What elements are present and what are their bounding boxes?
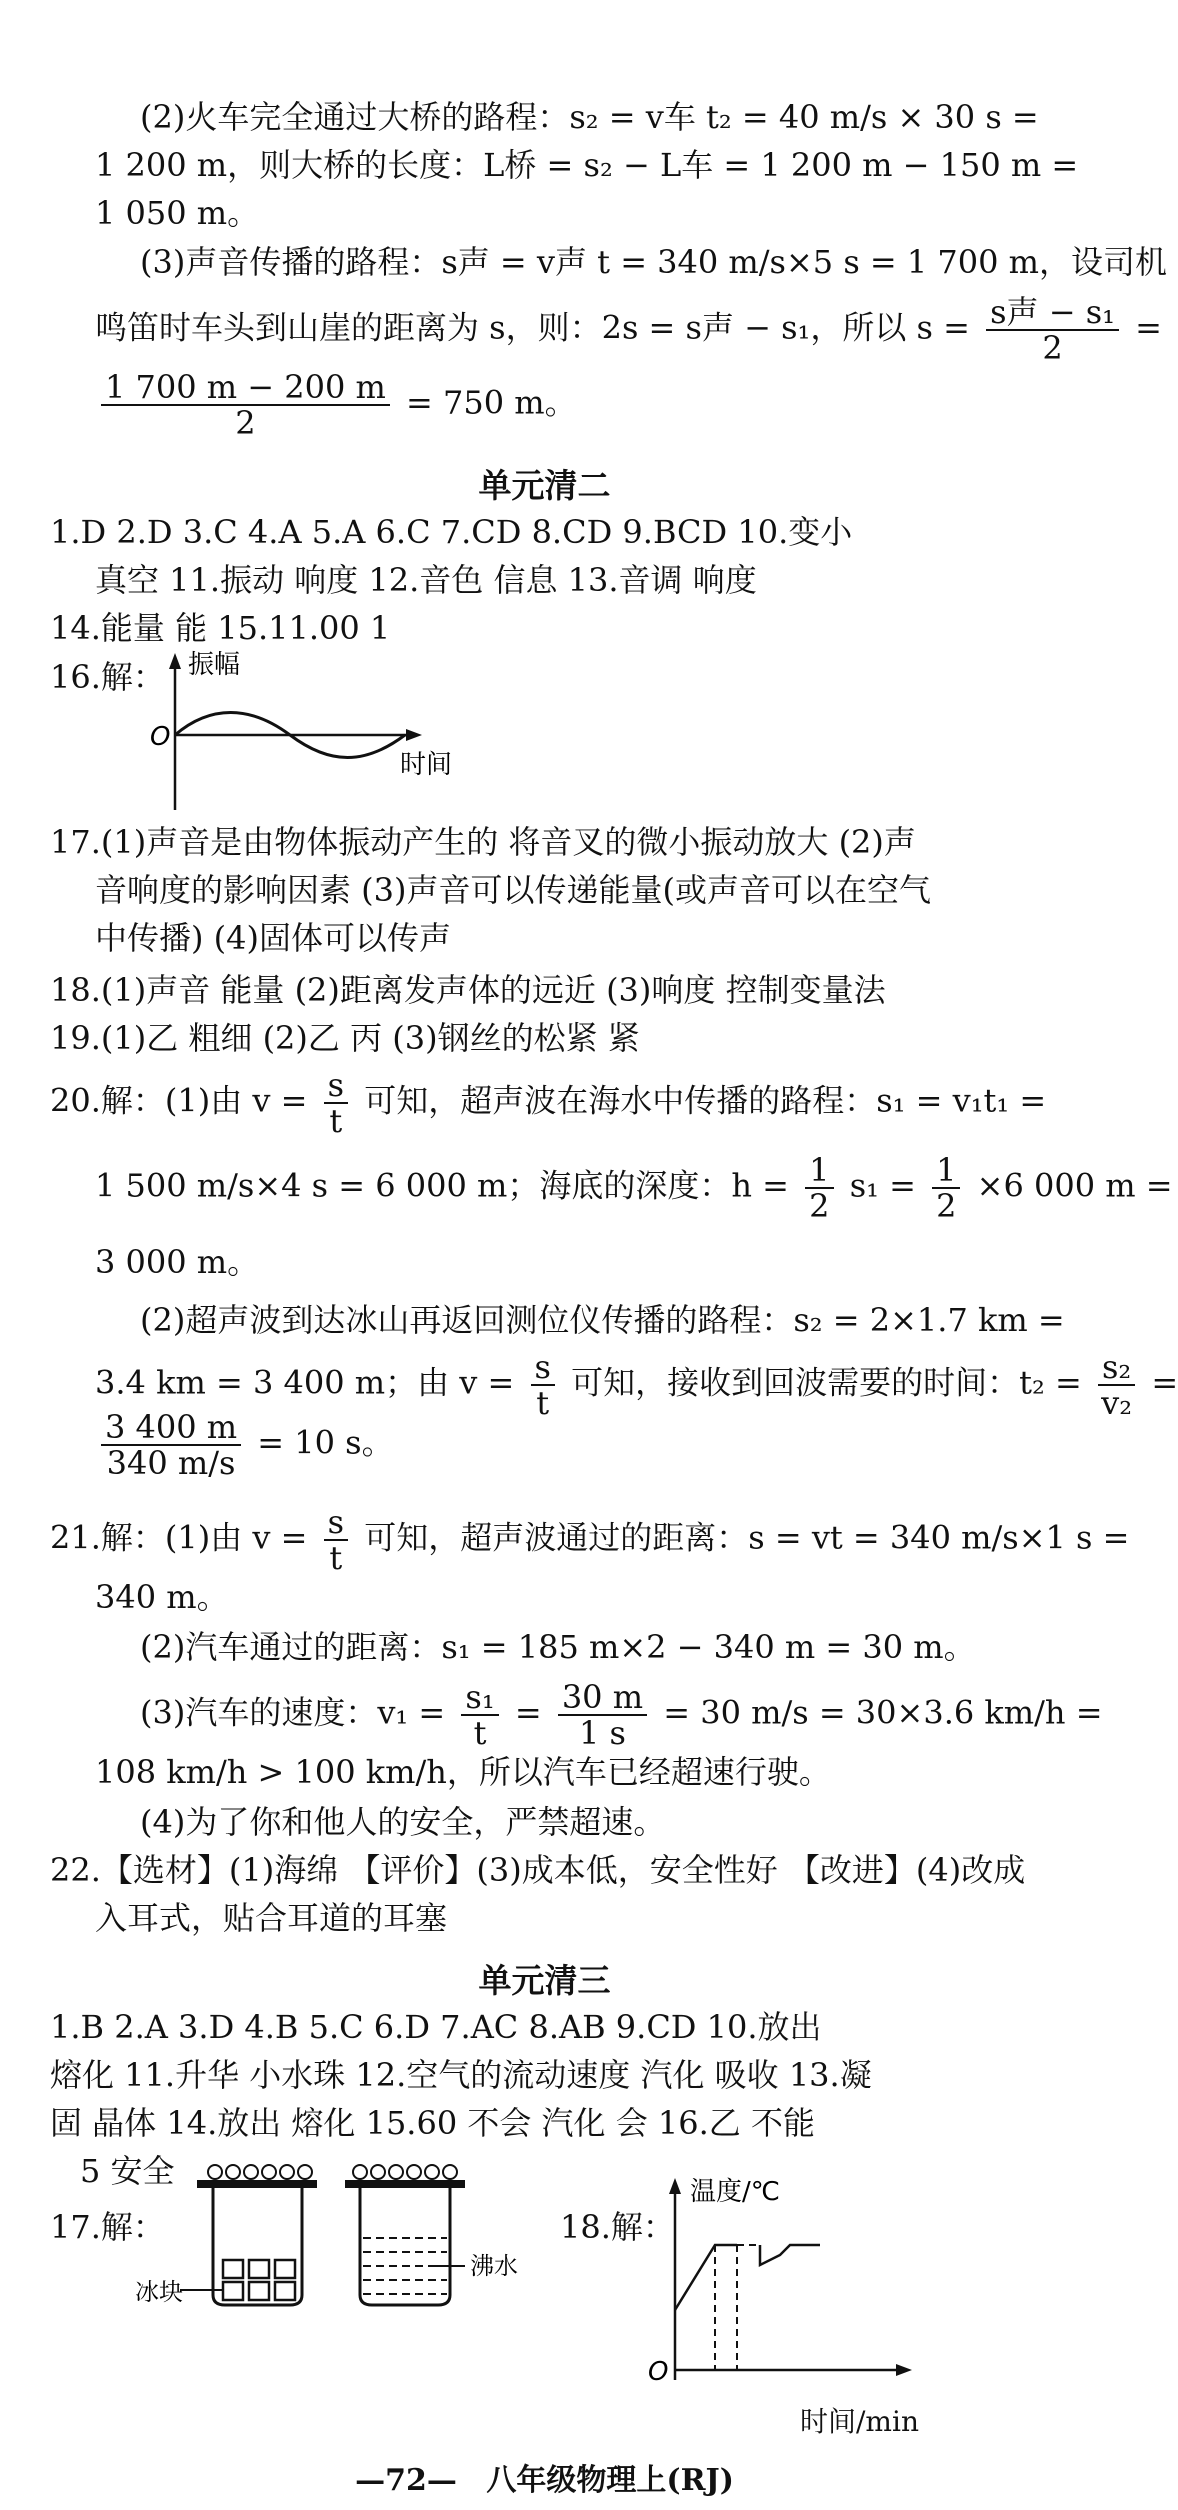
lid xyxy=(197,2180,317,2188)
origin-label: O xyxy=(648,2357,669,2387)
answer-row: 熔化 11.升华 小水珠 12.空气的流动速度 汽化 吸收 13.凝 xyxy=(50,2056,872,2094)
numerator: 1 xyxy=(932,1153,960,1189)
text: 可知，超声波通过的距离：s = vt = 340 m/s×1 s = xyxy=(364,1518,1130,1557)
book-title: 八年级物理上(RJ) xyxy=(486,2463,734,2498)
water-label: 沸水 xyxy=(470,2252,518,2280)
text-line: (2)汽车通过的距离：s₁ = 185 m×2 − 340 m = 30 m。 xyxy=(140,1628,976,1666)
y-axis-label: 温度/℃ xyxy=(690,2177,780,2207)
fraction xyxy=(461,1680,498,1750)
answer-row: 真空 11.振动 响度 12.音色 信息 13.音调 响度 xyxy=(95,561,757,599)
denominator: t xyxy=(329,1102,343,1140)
text: = xyxy=(514,1693,542,1732)
text-line: 22.【选材】(1)海绵 【评价】(3)成本低，安全性好 【改进】(4)改成 xyxy=(50,1851,1026,1889)
formula-line xyxy=(50,1066,1047,1140)
page-footer xyxy=(0,2455,1089,2499)
question-label: 17.解： xyxy=(50,2208,165,2246)
y-arrow xyxy=(669,2178,681,2194)
fraction xyxy=(324,1505,348,1575)
text: = 10 s。 xyxy=(257,1423,394,1462)
text-line: 18.(1)声音 能量 (2)距离发声体的远近 (3)响度 控制变量法 xyxy=(50,971,886,1009)
text-line: 音响度的影响因素 (3)声音可以传递能量(或声音可以在空气 xyxy=(95,871,931,909)
text-line: 108 km/h > 100 km/h，所以汽车已经超速行驶。 xyxy=(95,1753,831,1791)
fraction xyxy=(324,1068,348,1138)
text: = xyxy=(1151,1363,1178,1402)
numerator: 1 xyxy=(805,1153,833,1189)
fraction xyxy=(101,1410,241,1480)
numerator: 1 700 m − 200 m xyxy=(101,370,390,406)
fraction xyxy=(101,370,390,440)
ice-label: 冰块 xyxy=(135,2278,183,2306)
numerator: s₂ xyxy=(1098,1350,1135,1386)
text: = 750 m。 xyxy=(406,383,577,422)
text: 20.解：(1)由 v = xyxy=(50,1081,308,1120)
formula-line xyxy=(95,1410,1029,1480)
cooling-curve xyxy=(760,2245,820,2265)
text: (3)汽车的速度：v₁ = xyxy=(140,1693,446,1732)
answer-row: 固 晶体 14.放出 熔化 15.60 不会 汽化 会 16.乙 不能 xyxy=(50,2104,815,2142)
answer-row: 1.B 2.A 3.D 4.B 5.C 6.D 7.AC 8.AB 9.CD 10.放出 xyxy=(50,2008,822,2046)
beaker-diagram xyxy=(135,2160,555,2320)
text: s₁ = xyxy=(849,1166,916,1205)
denominator: t xyxy=(329,1539,343,1577)
text: ×6 000 m = xyxy=(976,1166,1173,1205)
heating-curve xyxy=(675,2245,737,2310)
text-line: (2)超声波到达冰山再返回测位仪传播的路程：s₂ = 2×1.7 km = xyxy=(140,1301,1065,1339)
numerator: 3 400 m xyxy=(101,1410,241,1446)
origin-label: O xyxy=(150,722,171,752)
fraction xyxy=(558,1680,647,1750)
numerator: s₁ xyxy=(461,1680,498,1716)
denominator: 2 xyxy=(936,1187,957,1225)
temperature-graph xyxy=(640,2170,960,2390)
text-line: (4)为了你和他人的安全，严禁超速。 xyxy=(140,1803,666,1841)
question-label: 18.解： xyxy=(560,2208,675,2246)
numerator: s xyxy=(324,1068,348,1104)
x-arrow xyxy=(406,729,422,741)
numerator: 30 m xyxy=(558,1680,647,1716)
text: 鸣笛时车头到山崖的距离为 s，则：2s = s声 − s₁，所以 s = xyxy=(95,308,970,347)
answer-row: 1.D 2.D 3.C 4.A 5.A 6.C 7.CD 8.CD 9.BCD 10.变小 xyxy=(50,513,853,551)
formula-line xyxy=(95,370,1029,440)
answer-row: 14.能量 能 15.11.00 1 xyxy=(50,609,391,647)
text: = xyxy=(1135,308,1162,347)
y-arrow xyxy=(169,653,181,669)
x-axis-label: 时间/min xyxy=(800,2405,919,2438)
fraction xyxy=(986,295,1119,365)
text-line: 340 m。 xyxy=(95,1578,229,1616)
text: 3.4 km = 3 400 m；由 v = xyxy=(95,1363,515,1402)
text: 21.解：(1)由 v = xyxy=(50,1518,308,1557)
denominator: t xyxy=(536,1384,550,1422)
section-title: 单元清三 xyxy=(478,1961,611,2000)
fraction xyxy=(932,1153,960,1223)
question-label: 16.解： xyxy=(50,658,165,696)
text-line: 1 050 m。 xyxy=(95,194,260,232)
y-axis-label: 振幅 xyxy=(188,650,241,680)
text-line: 中传播) (4)固体可以传声 xyxy=(95,919,451,957)
text-line: (3)声音传播的路程：s声 = v声 t = 340 m/s×5 s = 1 700 m，设司机 xyxy=(140,243,1168,281)
lid xyxy=(345,2180,465,2188)
denominator: t xyxy=(473,1714,487,1752)
x-axis-label: 时间 xyxy=(400,750,453,780)
fraction xyxy=(805,1153,833,1223)
formula-line xyxy=(95,1151,1173,1225)
numerator: s声 − s₁ xyxy=(986,295,1119,331)
denominator: 2 xyxy=(235,404,256,442)
section-title: 单元清二 xyxy=(478,466,611,505)
answer-row: 5 安全 xyxy=(80,2152,175,2190)
text-line: 1 200 m，则大桥的长度：L桥 = s₂ − L车 = 1 200 m − 150 m = xyxy=(95,146,1079,184)
text: 可知，接收到回波需要的时间：t₂ = xyxy=(571,1363,1082,1402)
text-line: (2)火车完全通过大桥的路程：s₂ = v车 t₂ = 40 m/s × 30 s = xyxy=(140,98,1039,136)
beaker-right xyxy=(360,2188,450,2305)
formula-line xyxy=(95,293,1162,367)
fraction xyxy=(1098,1350,1135,1420)
formula-line xyxy=(140,1678,1103,1752)
beaker-left xyxy=(213,2188,302,2305)
amplitude-graph xyxy=(140,645,480,820)
x-arrow xyxy=(896,2364,912,2376)
denominator: v₂ xyxy=(1101,1384,1133,1422)
text: = 30 m/s = 30×3.6 km/h = xyxy=(663,1693,1103,1732)
text-line: 19.(1)乙 粗细 (2)乙 丙 (3)钢丝的松紧 紧 xyxy=(50,1019,640,1057)
denominator: 340 m/s xyxy=(106,1444,236,1482)
numerator: s xyxy=(324,1505,348,1541)
text-line: 3 000 m。 xyxy=(95,1243,260,1281)
text-line: 17.(1)声音是由物体振动产生的 将音叉的微小振动放大 (2)声 xyxy=(50,823,916,861)
text: 可知，超声波在海水中传播的路程：s₁ = v₁t₁ = xyxy=(364,1081,1047,1120)
page-number: —72— xyxy=(355,2463,457,2498)
denominator: 1 s xyxy=(578,1714,626,1752)
numerator: s xyxy=(531,1350,555,1386)
text: 1 500 m/s×4 s = 6 000 m；海底的深度：h = xyxy=(95,1166,789,1205)
denominator: 2 xyxy=(809,1187,830,1225)
formula-line xyxy=(50,1503,1130,1577)
text-line: 入耳式，贴合耳道的耳塞 xyxy=(95,1899,448,1937)
denominator: 2 xyxy=(1042,329,1063,367)
